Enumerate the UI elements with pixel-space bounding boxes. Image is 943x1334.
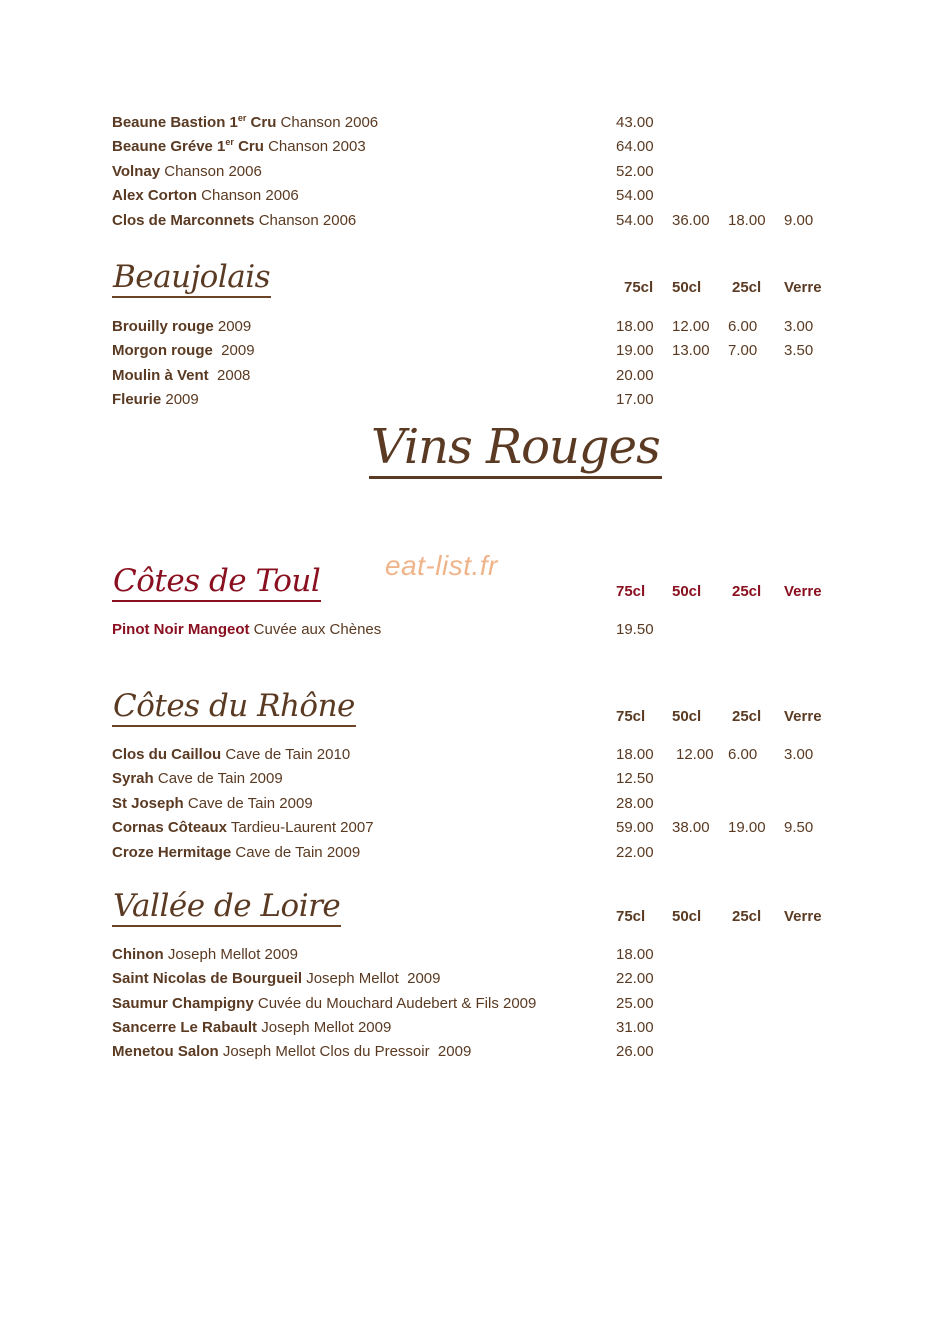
section-title: Beaujolais — [112, 259, 271, 298]
price-25cl: 19.00 — [728, 819, 766, 836]
wine-name: Alex Corton Chanson 2006 — [112, 187, 299, 204]
column-header-50cl: 50cl — [672, 708, 702, 725]
price-50cl: 13.00 — [672, 342, 710, 359]
wine-row — [112, 618, 852, 642]
page-title: Vins Rouges — [369, 420, 662, 479]
wine-row — [112, 388, 852, 412]
wine-name: Volnay Chanson 2006 — [112, 163, 262, 180]
price-25cl: 6.00 — [728, 746, 758, 763]
column-header-75cl: 75cl — [624, 279, 654, 296]
wine-row — [112, 135, 852, 159]
price-75cl: 52.00 — [616, 163, 654, 180]
price-25cl: 18.00 — [728, 212, 766, 229]
column-header-75cl: 75cl — [616, 908, 646, 925]
wine-name: St Joseph Cave de Tain 2009 — [112, 795, 313, 812]
price-75cl: 19.00 — [616, 342, 654, 359]
price-75cl: 28.00 — [616, 795, 654, 812]
section-title: Vallée de Loire — [112, 888, 341, 927]
price-75cl: 18.00 — [616, 318, 654, 335]
column-header-verre: Verre — [784, 279, 822, 296]
column-header-verre: Verre — [784, 708, 822, 725]
column-header-50cl: 50cl — [672, 583, 702, 600]
wine-name: Fleurie 2009 — [112, 391, 199, 408]
column-header-25cl: 25cl — [732, 708, 762, 725]
price-75cl: 22.00 — [616, 970, 654, 987]
column-header-verre: Verre — [784, 908, 822, 925]
price-50cl: 12.00 — [676, 746, 714, 763]
column-header-25cl: 25cl — [732, 583, 762, 600]
wine-row — [112, 992, 852, 1016]
wine-row — [112, 315, 852, 339]
wine-row — [112, 1016, 852, 1040]
wine-name: Syrah Cave de Tain 2009 — [112, 770, 283, 787]
column-header-25cl: 25cl — [732, 279, 762, 296]
wine-row — [112, 743, 852, 767]
section-title: Côtes du Rhône — [112, 688, 356, 727]
wine-name: Beaune Bastion 1er Cru Chanson 2006 — [112, 113, 379, 131]
price-75cl: 64.00 — [616, 138, 654, 155]
column-header-verre: Verre — [784, 583, 822, 600]
wine-row — [112, 364, 852, 388]
wine-row — [112, 184, 852, 208]
price-25cl: 7.00 — [728, 342, 758, 359]
wine-row — [112, 160, 852, 184]
price-75cl: 25.00 — [616, 995, 654, 1012]
wine-row — [112, 792, 852, 816]
price-75cl: 18.00 — [616, 746, 654, 763]
wine-row — [112, 943, 852, 967]
wine-name: Saint Nicolas de Bourgueil Joseph Mellot 2009 — [112, 970, 441, 987]
wine-name: Clos de Marconnets Chanson 2006 — [112, 212, 357, 229]
price-50cl: 12.00 — [672, 318, 710, 335]
wine-name: Beaune Gréve 1er Cru Chanson 2003 — [112, 137, 366, 155]
price-verre: 9.50 — [784, 819, 814, 836]
wine-name: Morgon rouge 2009 — [112, 342, 255, 359]
column-header-50cl: 50cl — [672, 908, 702, 925]
wine-name: Sancerre Le Rabault Joseph Mellot 2009 — [112, 1019, 392, 1036]
wine-name: Cornas Côteaux Tardieu-Laurent 2007 — [112, 819, 374, 836]
price-verre: 3.00 — [784, 746, 814, 763]
wine-name: Menetou Salon Joseph Mellot Clos du Pressoir 2009 — [112, 1043, 472, 1060]
price-75cl: 20.00 — [616, 367, 654, 384]
price-75cl: 19.50 — [616, 621, 654, 638]
wine-name: Moulin à Vent 2008 — [112, 367, 251, 384]
wine-name: Brouilly rouge 2009 — [112, 318, 252, 335]
price-75cl: 12.50 — [616, 770, 654, 787]
wine-row — [112, 841, 852, 865]
price-75cl: 17.00 — [616, 391, 654, 408]
price-50cl: 38.00 — [672, 819, 710, 836]
wine-row — [112, 111, 852, 135]
price-50cl: 36.00 — [672, 212, 710, 229]
wine-name: Clos du Caillou Cave de Tain 2010 — [112, 746, 351, 763]
price-75cl: 18.00 — [616, 946, 654, 963]
wine-row — [112, 339, 852, 363]
section-header-vallee-de-loire — [112, 887, 852, 927]
price-verre: 9.00 — [784, 212, 814, 229]
price-75cl: 54.00 — [616, 187, 654, 204]
wine-row — [112, 209, 852, 233]
watermark: eat-list.fr — [385, 550, 498, 581]
wine-row — [112, 967, 852, 991]
column-header-25cl: 25cl — [732, 908, 762, 925]
wine-row — [112, 767, 852, 791]
price-75cl: 54.00 — [616, 212, 654, 229]
wine-name: Croze Hermitage Cave de Tain 2009 — [112, 844, 361, 861]
section-header-cotes-de-toul — [112, 562, 852, 602]
price-verre: 3.50 — [784, 342, 814, 359]
price-25cl: 6.00 — [728, 318, 758, 335]
section-header-cotes-du-rhone — [112, 687, 852, 727]
price-75cl: 22.00 — [616, 844, 654, 861]
section-title: Côtes de Toul — [112, 563, 321, 602]
price-75cl: 43.00 — [616, 114, 654, 131]
wine-row — [112, 1040, 852, 1064]
wine-name: Pinot Noir Mangeot Cuvée aux Chènes — [112, 621, 382, 638]
price-verre: 3.00 — [784, 318, 814, 335]
price-75cl: 26.00 — [616, 1043, 654, 1060]
section-header-beaujolais — [112, 258, 852, 298]
column-header-50cl: 50cl — [672, 279, 702, 296]
column-header-75cl: 75cl — [616, 708, 646, 725]
wine-name: Saumur Champigny Cuvée du Mouchard Audebert & Fils 2009 — [112, 995, 537, 1012]
price-75cl: 31.00 — [616, 1019, 654, 1036]
wine-name: Chinon Joseph Mellot 2009 — [112, 946, 298, 963]
price-75cl: 59.00 — [616, 819, 654, 836]
wine-row — [112, 816, 852, 840]
column-header-75cl: 75cl — [616, 583, 646, 600]
